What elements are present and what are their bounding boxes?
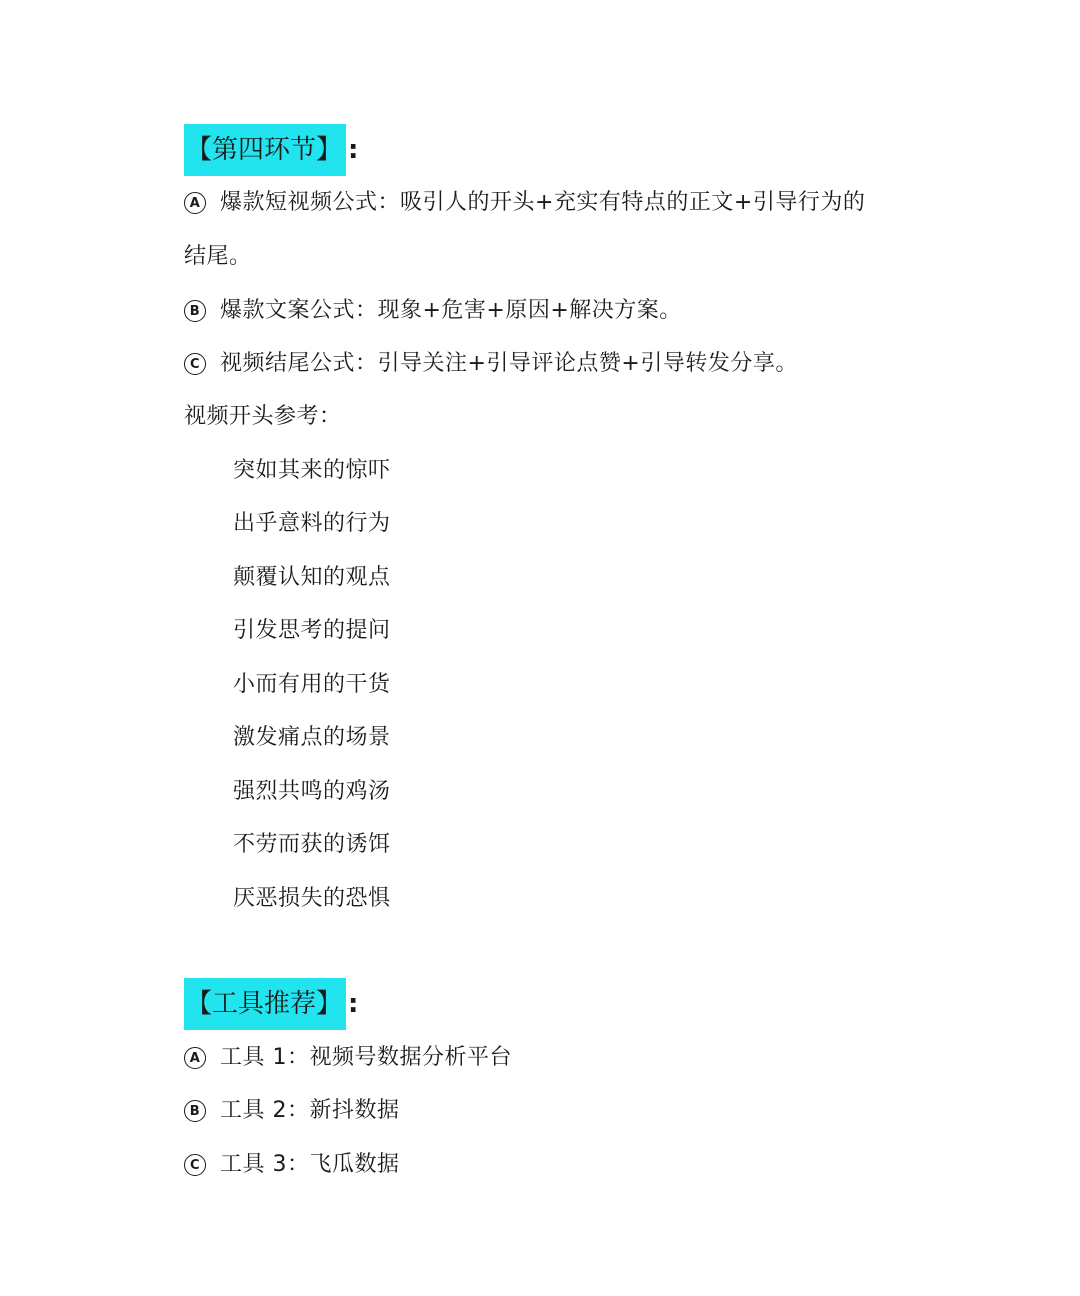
- formula-item-c-text: 视频结尾公式：引导关注+引导评论点赞+引导转发分享。: [220, 351, 798, 376]
- circled-c-marker: C: [184, 353, 206, 375]
- section-colon: :: [348, 135, 359, 165]
- section-colon: :: [348, 989, 359, 1019]
- opening-item: 激发痛点的场景: [233, 725, 391, 750]
- opening-item: 不劳而获的诱饵: [233, 832, 391, 857]
- circled-c-marker: C: [184, 1154, 206, 1176]
- opening-item: 厌恶损失的恐惧: [233, 886, 391, 911]
- formula-item-b: [184, 296, 682, 326]
- circled-b-marker: B: [184, 300, 206, 322]
- opening-item: 引发思考的提问: [233, 618, 391, 643]
- formula-item-c: [184, 349, 798, 379]
- formula-item-a: [184, 188, 865, 218]
- tool-item-2: [184, 1096, 400, 1126]
- circled-a-marker: A: [184, 1047, 206, 1069]
- section-heading-tools: [184, 978, 358, 1030]
- tool-item-2-text: 工具 2：新抖数据: [220, 1098, 400, 1123]
- opening-item: 强烈共鸣的鸡汤: [233, 779, 391, 804]
- opening-item: 颠覆认知的观点: [233, 565, 391, 590]
- tool-item-3-text: 工具 3：飞瓜数据: [220, 1152, 400, 1177]
- circled-b-marker: B: [184, 1100, 206, 1122]
- opening-item: 出乎意料的行为: [233, 511, 391, 536]
- circled-a-marker: A: [184, 192, 206, 214]
- opening-item: 小而有用的干货: [233, 672, 391, 697]
- tool-item-1-text: 工具 1：视频号数据分析平台: [220, 1045, 512, 1070]
- section-heading-4: [184, 124, 358, 176]
- tool-item-3: [184, 1150, 400, 1180]
- section-title-highlight: 【第四环节】: [184, 124, 346, 176]
- formula-item-b-text: 爆款文案公式：现象+危害+原因+解决方案。: [220, 298, 682, 323]
- opening-item: 突如其来的惊吓: [233, 458, 391, 483]
- section-title-highlight: 【工具推荐】: [184, 978, 346, 1030]
- openings-label: 视频开头参考：: [184, 404, 342, 429]
- formula-item-a-continuation: 结尾。: [184, 244, 252, 269]
- formula-item-a-text: 爆款短视频公式：吸引人的开头+充实有特点的正文+引导行为的: [220, 190, 866, 215]
- tool-item-1: [184, 1043, 512, 1073]
